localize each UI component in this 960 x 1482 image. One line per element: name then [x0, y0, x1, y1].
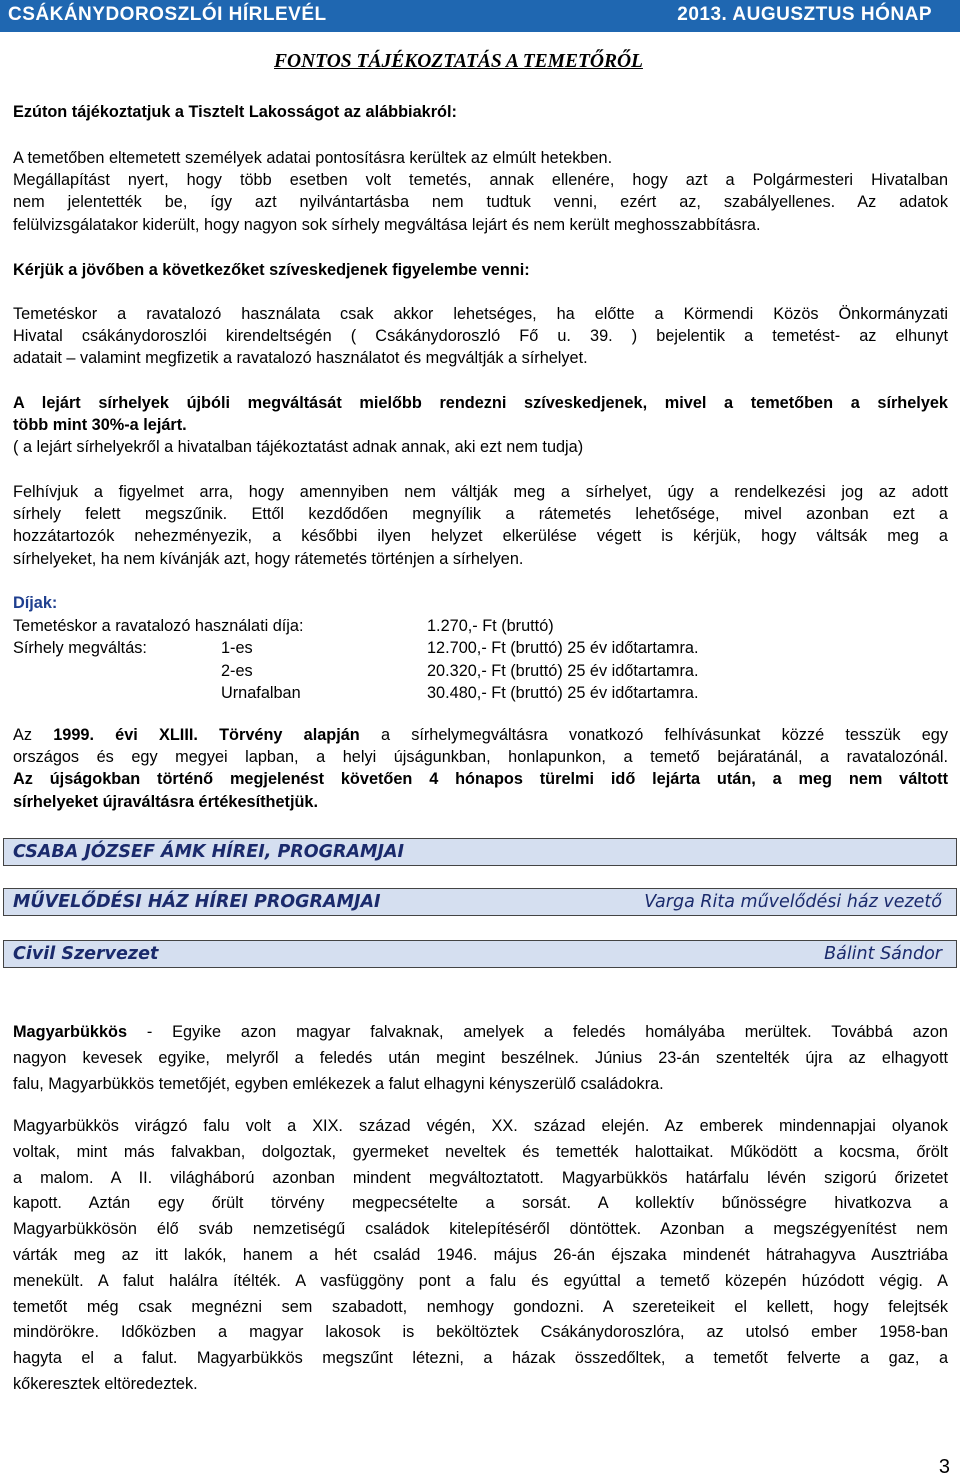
- article-intro: [13, 1019, 948, 1097]
- law-bold-line: Az újságokban történő megjelenést követően 4 hónapos türelmi idő lejárta után, a meg nem váltott: [13, 770, 948, 789]
- paragraph-warning: [13, 481, 948, 570]
- article-line: várták meg az itt lakók, hanem a hét család 1946. május 26-án éjszaka mindenét hátrahagyva Ausztriába: [13, 1245, 948, 1264]
- paragraph-line: sírhely felett megszűnik. Ettől kezdődően megnyílik a rátemetés lehetősége, mivel azonban ezt a: [13, 505, 948, 524]
- paragraph-funeral: [13, 303, 948, 370]
- fee-value: 30.480,- Ft (bruttó) 25 év időtartamra.: [427, 684, 699, 702]
- newsletter-header: [0, 0, 960, 32]
- law-line: [13, 724, 948, 746]
- paragraph-line: Hivatal csákánydoroszlói kirendeltségén ( Csákánydoroszló Fő u. 39. ) bejelentik a temetést- az elhunyt: [13, 327, 948, 346]
- issue-date: 2013. AUGUSZTUS HÓNAP: [677, 4, 932, 25]
- notice-line: A lejárt sírhelyek újbóli megváltását mielőbb rendezni szíveskedjenek, mivel a temetőben a sírhelyek: [13, 394, 948, 412]
- paragraph-line: hozzátartozók nehezményezik, a későbbi ilyen helyzet elkerülése végett is kérjük, hogy váltsák meg a: [13, 527, 948, 546]
- intro-line: Ezúton tájékoztatjuk a Tisztelt Lakosságot az alábbiakról:: [13, 103, 457, 121]
- article-line: a malom. A II. világháború azonban mindent megváltoztatott. Magyarbükkös határfalu lévén szigorú őrizetet: [13, 1168, 948, 1187]
- fee-row: [13, 682, 948, 705]
- fee-value: 20.320,- Ft (bruttó) 25 év időtartamra.: [427, 661, 699, 680]
- article-body: [13, 1114, 948, 1398]
- article-line: kőkeresztek eltöredeztek.: [13, 1374, 198, 1393]
- article-line-text: - Egyike azon magyar falvaknak, amelyek a feledés homályába merültek. Továbbá azon: [127, 1023, 948, 1041]
- article-line: nagyon kevesek egyike, melyről a feledés után megint beszélnek. Június 23-án szentelték újra az elhagyott: [13, 1049, 948, 1067]
- fee-value: 12.700,- Ft (bruttó) 25 év időtartamra.: [427, 639, 699, 657]
- fee-sub: Urnafalban: [221, 684, 301, 702]
- article-line: hagyta el a falut. Magyarbükkös megszűnt létezni, a házak összedőltek, a temetőt felverte a gaz, a: [13, 1349, 948, 1368]
- article-line: Magyarbükkös virágzó falu volt a XIX. század végén, XX. század elején. Az emberek mindennapjai olyanok: [13, 1117, 948, 1135]
- info-note: ( a lejárt sírhelyekről a hivatalban tájékoztatást adnak annak, aki ezt nem tudja): [13, 438, 584, 456]
- bold-notice: [13, 392, 948, 436]
- article-line: Magyarbükkösön élő sváb nemzetiségű családok kitelepítéséről döntöttek. Azonban a megszégyenítést nem: [13, 1220, 948, 1239]
- article-line: temetőt még csak megnézni sem szabadott, nemhogy gondozni. A szereteikeit el kellett, hogy felejtsék: [13, 1297, 948, 1316]
- law-reference: 1999. évi XLIII. Törvény alapján: [53, 726, 360, 744]
- section-bar-title: MŰVELŐDÉSI HÁZ HÍREI PROGRAMJAI: [13, 892, 381, 912]
- article-line: voltak, mint más falvakban, dolgoztak, gyermeket neveltek és temették halottaikat. Működött a kocsma, őrölt: [13, 1142, 948, 1161]
- paragraph-line: adatait – valamint megfizetik a ravatalozó használatot és megváltják a sírhelyet.: [13, 349, 588, 368]
- section-bar-civil: [3, 940, 957, 968]
- paragraph-line: sírhelyeket, ha nem kívánják azt, hogy rátemetés történjen a sírhelyen.: [13, 549, 524, 568]
- paragraph-line: nem jelentették be, így azt nyilvántartásba nem tudtuk venni, ezért az, szabályellenes. Az adatok: [13, 193, 948, 212]
- law-line-rest: a sírhelymegváltásra vonatkozó felhívásunkat közzé tesszük egy: [359, 726, 948, 744]
- section-bar-author: Varga Rita művelődési ház vezető: [644, 892, 942, 912]
- law-line: országos és egy megyei lapban, a helyi újságunkban, honlapunkon, a temető bejáratánál, a ravatalozónál.: [13, 748, 948, 767]
- fees-heading: Díjak:: [13, 594, 58, 612]
- fee-row: [13, 660, 948, 683]
- page-title: FONTOS TÁJÉKOZTATÁS A TEMETŐRŐL: [274, 51, 643, 72]
- law-paragraph: [13, 724, 948, 813]
- paragraph-line: Megállapítást nyert, hogy több esetben volt temetés, annak ellenére, hogy azt a Polgármesteri Hivatalban: [13, 171, 948, 190]
- article-bold-start: Magyarbükkös: [13, 1023, 128, 1041]
- fee-value: 1.270,- Ft (bruttó): [427, 616, 554, 635]
- notice-line: több mint 30%-a lejárt.: [13, 416, 187, 435]
- paragraph-records: [13, 147, 948, 236]
- article-line: kapott. Aztán egy őrült törvény megpecsételte a sorsát. A kollektív bűnösségre hivatkozva a: [13, 1194, 948, 1213]
- fee-row: [13, 615, 948, 638]
- article-line: mindörökre. Időközben a magyar lakosok is beköltöztek Csákánydoroszlóra, az utolsó ember 1958-ban: [13, 1323, 948, 1342]
- article-line: [13, 1019, 948, 1045]
- section-bar-culture-house: [3, 888, 957, 916]
- paragraph-line: felülvizsgálatakor kiderült, hogy nagyon sok sírhely megváltása lejárt és nem került meghosszabbításra.: [13, 215, 761, 234]
- paragraph-line: Temetéskor a ravatalozó használata csak akkor lehetséges, ha előtte a Körmendi Közös Önkormányzati: [13, 305, 948, 323]
- fee-label: Sírhely megváltás:: [13, 639, 147, 657]
- section-bar-title: CSABA JÓZSEF ÁMK HÍREI, PROGRAMJAI: [13, 842, 405, 862]
- section-bar-title: Civil Szervezet: [13, 944, 159, 964]
- fee-sub: 2-es: [221, 661, 253, 680]
- paragraph-line: Felhívjuk a figyelmet arra, hogy amennyiben nem váltják meg a sírhelyet, úgy a rendelkezési jog az adott: [13, 483, 948, 501]
- article-line: menekült. A falut halálra ítélték. A vasfüggöny pont a falu és egyúttal a temető közepén húzódott végig. A: [13, 1271, 948, 1290]
- law-prefix: Az: [13, 726, 54, 744]
- request-heading: Kérjük a jövőben a következőket szíveskedjenek figyelembe venni:: [13, 261, 530, 279]
- paragraph-line: A temetőben eltemetett személyek adatai pontosításra kerültek az elmúlt hetekben.: [13, 149, 613, 167]
- law-bold-line: sírhelyeket újraváltásra értékesíthetjük.: [13, 792, 318, 811]
- section-bar-school: [3, 838, 957, 866]
- fees-section: [13, 592, 948, 705]
- newsletter-name: CSÁKÁNYDOROSZLÓI HÍRLEVÉL: [8, 4, 327, 25]
- fee-label: Temetéskor a ravatalozó használati díja:: [13, 616, 304, 635]
- fee-sub: 1-es: [221, 639, 253, 657]
- fee-row: [13, 637, 948, 660]
- page-number: 3: [938, 1456, 950, 1478]
- article-line: falu, Magyarbükkös temetőjét, egyben emlékezek a falut elhagyni kényszerülő családokra.: [13, 1075, 664, 1093]
- section-bar-author: Bálint Sándor: [824, 944, 942, 964]
